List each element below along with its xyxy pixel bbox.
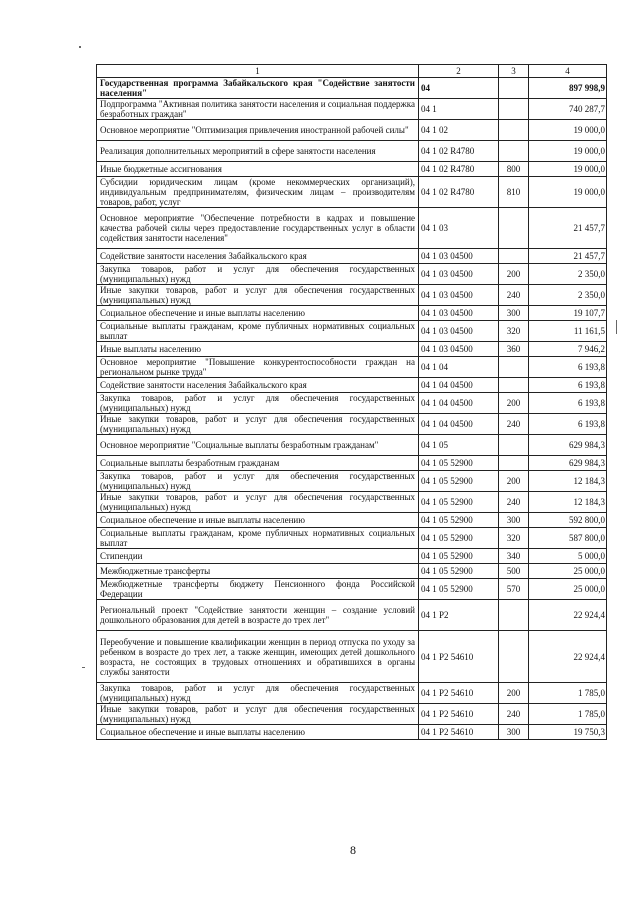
cell-code: 04 1 03 04500 bbox=[419, 285, 499, 306]
scan-mark-left bbox=[79, 46, 81, 48]
cell-sum: 6 193,8 bbox=[529, 357, 607, 378]
cell-code: 04 1 03 04500 bbox=[419, 249, 499, 264]
cell-type: 810 bbox=[499, 177, 529, 208]
cell-type: 300 bbox=[499, 306, 529, 321]
cell-name: Закупка товаров, работ и услуг для обеспечения государственных (муниципальных) нужд bbox=[97, 264, 419, 285]
cell-name: Основное мероприятие "Повышение конкурентоспособности граждан на региональном рынке труда" bbox=[97, 357, 419, 378]
budget-table bbox=[96, 64, 607, 740]
table-row bbox=[97, 357, 607, 378]
cell-sum: 21 457,7 bbox=[529, 208, 607, 249]
cell-type: 320 bbox=[499, 528, 529, 549]
table-row bbox=[97, 285, 607, 306]
cell-type: 570 bbox=[499, 579, 529, 600]
table-row bbox=[97, 579, 607, 600]
cell-sum: 1 785,0 bbox=[529, 704, 607, 725]
cell-sum: 19 107,7 bbox=[529, 306, 607, 321]
header-cell-sum: 4 bbox=[529, 65, 607, 78]
table-row bbox=[97, 120, 607, 141]
cell-type: 240 bbox=[499, 285, 529, 306]
cell-type: 240 bbox=[499, 414, 529, 435]
table-row bbox=[97, 306, 607, 321]
cell-type: 320 bbox=[499, 321, 529, 342]
cell-type: 240 bbox=[499, 492, 529, 513]
cell-type bbox=[499, 600, 529, 631]
cell-code: 04 1 03 bbox=[419, 208, 499, 249]
cell-sum: 587 800,0 bbox=[529, 528, 607, 549]
cell-sum: 19 000,0 bbox=[529, 141, 607, 162]
cell-name: Межбюджетные трансферты bbox=[97, 564, 419, 579]
cell-code: 04 1 05 52900 bbox=[419, 513, 499, 528]
table-row bbox=[97, 99, 607, 120]
cell-name: Социальное обеспечение и иные выплаты населению bbox=[97, 725, 419, 740]
cell-sum: 7 946,2 bbox=[529, 342, 607, 357]
cell-type: 240 bbox=[499, 704, 529, 725]
cell-sum: 6 193,8 bbox=[529, 378, 607, 393]
table-row bbox=[97, 378, 607, 393]
header-row bbox=[97, 65, 607, 78]
cell-name: Реализация дополнительных мероприятий в сфере занятости населения bbox=[97, 141, 419, 162]
scan-mark-right bbox=[616, 320, 617, 334]
cell-name: Содействие занятости населения Забайкальского края bbox=[97, 249, 419, 264]
cell-name: Переобучение и повышение квалификации женщин в период отпуска по уходу за ребенком в возрасте до трех лет, а также женщин, имеющих детей дошкольного возраста, не состоящих в трудовых отношениях и обратившихся в органы службы занятости bbox=[97, 631, 419, 683]
cell-sum: 12 184,3 bbox=[529, 471, 607, 492]
cell-sum: 22 924,4 bbox=[529, 631, 607, 683]
cell-code: 04 1 04 04500 bbox=[419, 414, 499, 435]
cell-sum: 629 984,3 bbox=[529, 435, 607, 456]
cell-sum: 592 800,0 bbox=[529, 513, 607, 528]
cell-code: 04 1 P2 54610 bbox=[419, 704, 499, 725]
table-row bbox=[97, 528, 607, 549]
cell-name: Основное мероприятие "Социальные выплаты безработным гражданам" bbox=[97, 435, 419, 456]
table-row bbox=[97, 141, 607, 162]
cell-type: 200 bbox=[499, 471, 529, 492]
cell-code: 04 1 04 bbox=[419, 357, 499, 378]
cell-code: 04 1 02 bbox=[419, 120, 499, 141]
table-row bbox=[97, 683, 607, 704]
cell-sum: 19 000,0 bbox=[529, 162, 607, 177]
cell-type bbox=[499, 208, 529, 249]
cell-type: 360 bbox=[499, 342, 529, 357]
table-row bbox=[97, 249, 607, 264]
cell-type bbox=[499, 357, 529, 378]
table-row bbox=[97, 342, 607, 357]
table-row bbox=[97, 393, 607, 414]
cell-type: 340 bbox=[499, 549, 529, 564]
cell-name: Социальные выплаты гражданам, кроме публичных нормативных социальных выплат bbox=[97, 321, 419, 342]
table-row bbox=[97, 435, 607, 456]
cell-type: 200 bbox=[499, 264, 529, 285]
cell-name: Содействие занятости населения Забайкальского края bbox=[97, 378, 419, 393]
cell-code: 04 1 05 52900 bbox=[419, 471, 499, 492]
table-row bbox=[97, 549, 607, 564]
cell-name: Стипендии bbox=[97, 549, 419, 564]
cell-name: Основное мероприятие "Оптимизация привлечения иностранной рабочей силы" bbox=[97, 120, 419, 141]
cell-type: 500 bbox=[499, 564, 529, 579]
table-row bbox=[97, 564, 607, 579]
cell-sum: 5 000,0 bbox=[529, 549, 607, 564]
cell-name: Иные закупки товаров, работ и услуг для обеспечения государственных (муниципальных) нужд bbox=[97, 704, 419, 725]
cell-code: 04 1 02 R4780 bbox=[419, 162, 499, 177]
cell-code: 04 1 03 04500 bbox=[419, 342, 499, 357]
table-row bbox=[97, 162, 607, 177]
cell-name: Иные выплаты населению bbox=[97, 342, 419, 357]
cell-sum: 19 000,0 bbox=[529, 120, 607, 141]
table-row bbox=[97, 414, 607, 435]
budget-table-body bbox=[97, 65, 607, 740]
cell-code: 04 1 05 52900 bbox=[419, 579, 499, 600]
cell-name: Иные закупки товаров, работ и услуг для обеспечения государственных (муниципальных) нужд bbox=[97, 285, 419, 306]
cell-code: 04 1 02 R4780 bbox=[419, 141, 499, 162]
cell-sum: 25 000,0 bbox=[529, 579, 607, 600]
cell-name: Закупка товаров, работ и услуг для обеспечения государственных (муниципальных) нужд bbox=[97, 683, 419, 704]
cell-code: 04 1 04 04500 bbox=[419, 393, 499, 414]
cell-sum: 740 287,7 bbox=[529, 99, 607, 120]
cell-type bbox=[499, 249, 529, 264]
cell-name: Социальные выплаты безработным гражданам bbox=[97, 456, 419, 471]
table-row bbox=[97, 631, 607, 683]
cell-code: 04 1 05 52900 bbox=[419, 549, 499, 564]
cell-code: 04 bbox=[419, 78, 499, 99]
cell-type: 300 bbox=[499, 725, 529, 740]
cell-sum: 19 750,3 bbox=[529, 725, 607, 740]
cell-sum: 1 785,0 bbox=[529, 683, 607, 704]
table-row bbox=[97, 264, 607, 285]
cell-type bbox=[499, 78, 529, 99]
cell-name: Субсидии юридическим лицам (кроме некоммерческих организаций), индивидуальным предпринимателям, физическим лицам – производителям товаров, работ, услуг bbox=[97, 177, 419, 208]
cell-type bbox=[499, 120, 529, 141]
header-cell-code: 2 bbox=[419, 65, 499, 78]
cell-code: 04 1 P2 54610 bbox=[419, 725, 499, 740]
cell-code: 04 1 05 52900 bbox=[419, 492, 499, 513]
cell-sum: 6 193,8 bbox=[529, 414, 607, 435]
cell-name: Основное мероприятие "Обеспечение потребности в кадрах и повышение качества рабочей силы через предоставление государственных услуг в области содействия занятости населения" bbox=[97, 208, 419, 249]
cell-type: 200 bbox=[499, 683, 529, 704]
cell-sum: 12 184,3 bbox=[529, 492, 607, 513]
table-row bbox=[97, 321, 607, 342]
scan-mark-margin bbox=[82, 667, 85, 668]
cell-code: 04 1 02 R4780 bbox=[419, 177, 499, 208]
cell-type: 300 bbox=[499, 513, 529, 528]
cell-type: 200 bbox=[499, 393, 529, 414]
table-row bbox=[97, 600, 607, 631]
cell-name: Закупка товаров, работ и услуг для обеспечения государственных (муниципальных) нужд bbox=[97, 393, 419, 414]
cell-type bbox=[499, 378, 529, 393]
cell-code: 04 1 P2 bbox=[419, 600, 499, 631]
table-row bbox=[97, 177, 607, 208]
cell-type bbox=[499, 456, 529, 471]
cell-sum: 6 193,8 bbox=[529, 393, 607, 414]
header-cell-type: 3 bbox=[499, 65, 529, 78]
cell-code: 04 1 05 52900 bbox=[419, 528, 499, 549]
cell-name: Подпрограмма "Активная политика занятости населения и социальная поддержка безработных граждан" bbox=[97, 99, 419, 120]
page-number: 8 bbox=[350, 843, 356, 857]
table-row bbox=[97, 492, 607, 513]
cell-code: 04 1 05 bbox=[419, 435, 499, 456]
table-row bbox=[97, 725, 607, 740]
cell-code: 04 1 bbox=[419, 99, 499, 120]
cell-name: Региональный проект "Содействие занятости женщин – создание условий дошкольного образования для детей в возрасте до трех лет" bbox=[97, 600, 419, 631]
cell-sum: 21 457,7 bbox=[529, 249, 607, 264]
table-row bbox=[97, 704, 607, 725]
table-row bbox=[97, 471, 607, 492]
cell-code: 04 1 04 04500 bbox=[419, 378, 499, 393]
cell-sum: 22 924,4 bbox=[529, 600, 607, 631]
cell-type: 800 bbox=[499, 162, 529, 177]
cell-name: Социальное обеспечение и иные выплаты населению bbox=[97, 513, 419, 528]
cell-type bbox=[499, 435, 529, 456]
cell-name: Межбюджетные трансферты бюджету Пенсионного фонда Российской Федерации bbox=[97, 579, 419, 600]
cell-sum: 11 161,5 bbox=[529, 321, 607, 342]
cell-sum: 629 984,3 bbox=[529, 456, 607, 471]
cell-code: 04 1 P2 54610 bbox=[419, 683, 499, 704]
cell-sum: 897 998,9 bbox=[529, 78, 607, 99]
cell-code: 04 1 P2 54610 bbox=[419, 631, 499, 683]
cell-sum: 2 350,0 bbox=[529, 285, 607, 306]
cell-code: 04 1 03 04500 bbox=[419, 306, 499, 321]
cell-sum: 19 000,0 bbox=[529, 177, 607, 208]
table-row bbox=[97, 456, 607, 471]
cell-code: 04 1 03 04500 bbox=[419, 264, 499, 285]
cell-code: 04 1 05 52900 bbox=[419, 564, 499, 579]
cell-type bbox=[499, 99, 529, 120]
cell-type bbox=[499, 631, 529, 683]
cell-name: Закупка товаров, работ и услуг для обеспечения государственных (муниципальных) нужд bbox=[97, 471, 419, 492]
cell-name: Государственная программа Забайкальского края "Содействие занятости населения" bbox=[97, 78, 419, 99]
cell-sum: 25 000,0 bbox=[529, 564, 607, 579]
header-cell-name: 1 bbox=[97, 65, 419, 78]
cell-code: 04 1 03 04500 bbox=[419, 321, 499, 342]
cell-name: Иные закупки товаров, работ и услуг для обеспечения государственных (муниципальных) нужд bbox=[97, 492, 419, 513]
table-row bbox=[97, 78, 607, 99]
table-row bbox=[97, 513, 607, 528]
cell-name: Иные бюджетные ассигнования bbox=[97, 162, 419, 177]
cell-name: Социальные выплаты гражданам, кроме публичных нормативных социальных выплат bbox=[97, 528, 419, 549]
cell-type bbox=[499, 141, 529, 162]
cell-name: Социальное обеспечение и иные выплаты населению bbox=[97, 306, 419, 321]
table-row bbox=[97, 208, 607, 249]
cell-name: Иные закупки товаров, работ и услуг для обеспечения государственных (муниципальных) нужд bbox=[97, 414, 419, 435]
cell-sum: 2 350,0 bbox=[529, 264, 607, 285]
cell-code: 04 1 05 52900 bbox=[419, 456, 499, 471]
